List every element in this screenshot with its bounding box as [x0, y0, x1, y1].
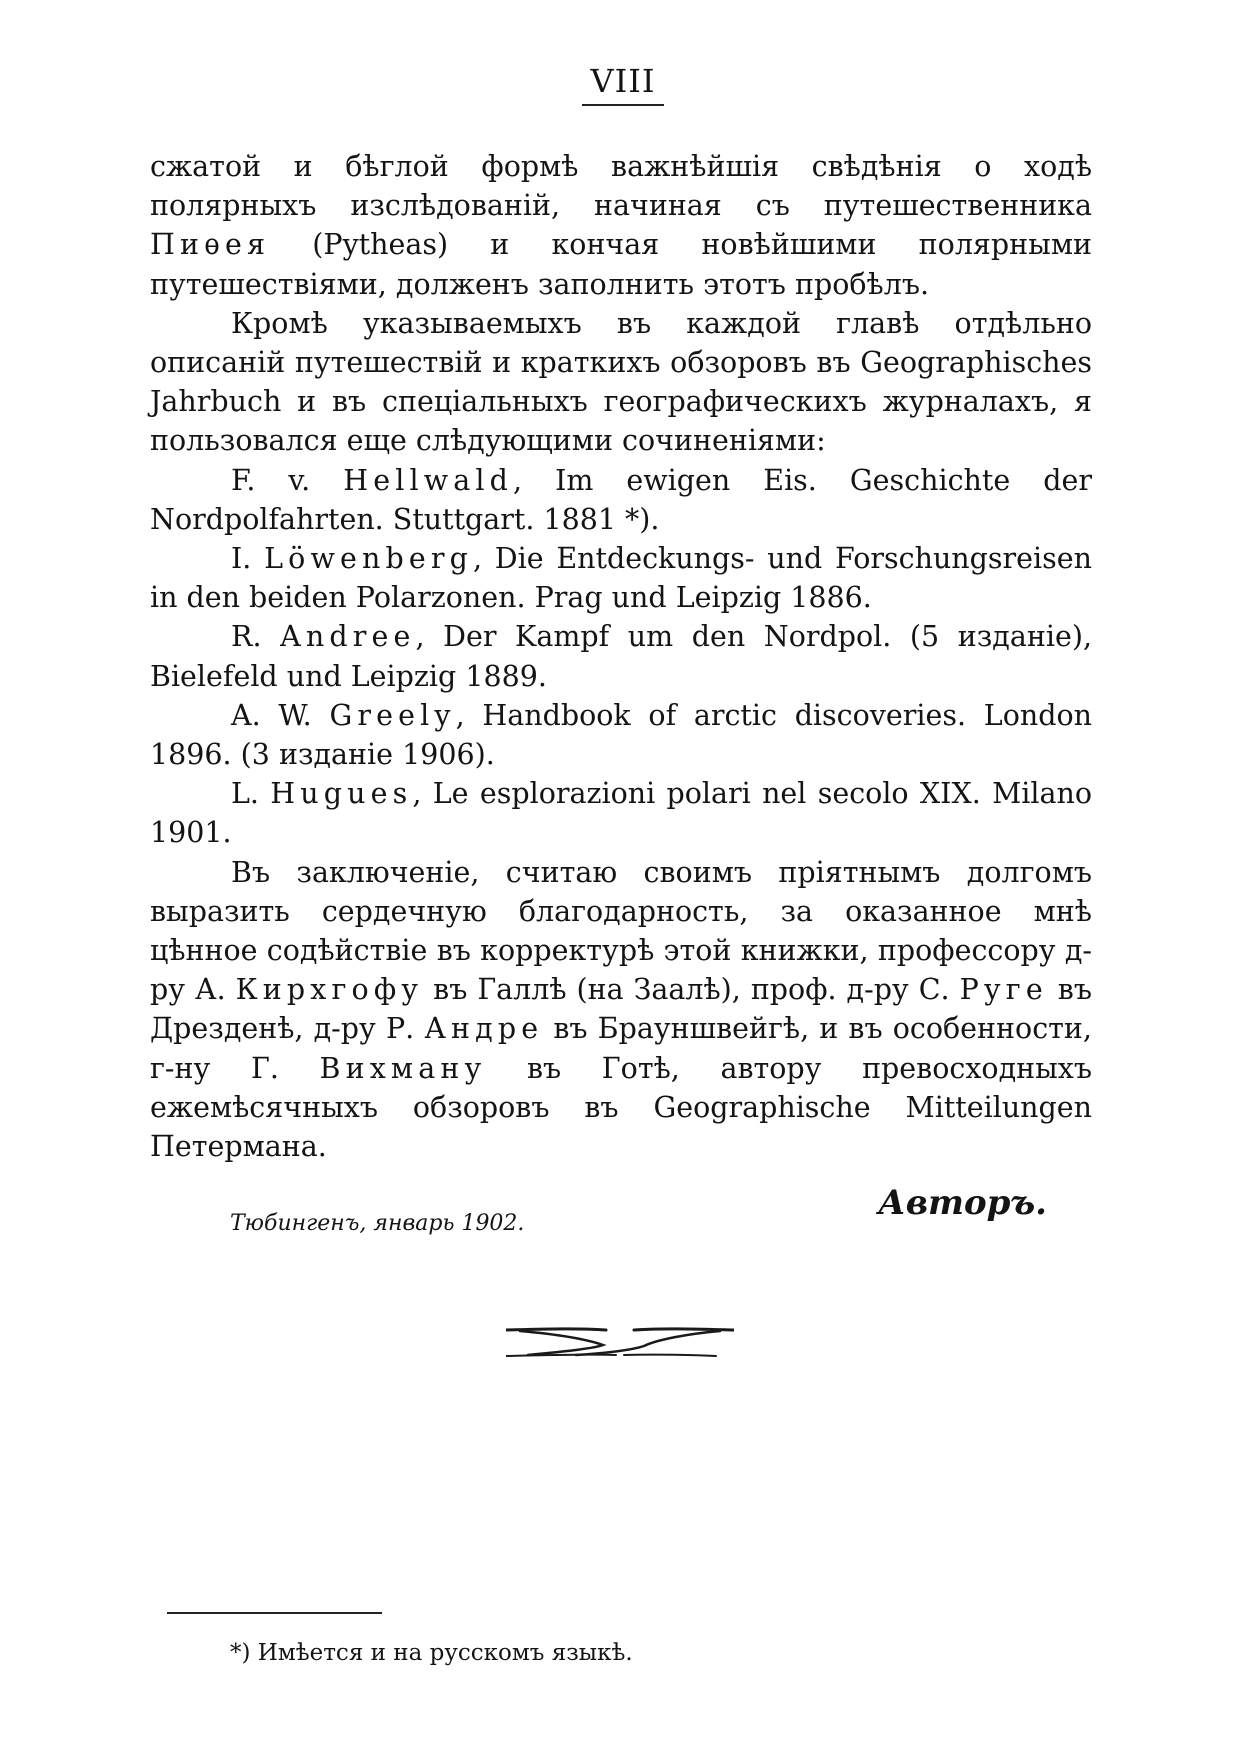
page-number: VIII: [582, 62, 664, 106]
text-segment: , Der Kampf um den Nordpol. (5 изданіе), Bielefeld und Leipzig 1889.: [150, 620, 1092, 693]
text-segment: въ Дрезденѣ, д-ру Р.: [150, 973, 1092, 1046]
text-segment: сжатой и бѣглой формѣ важнѣйшія свѣдѣнія о ходѣ полярныхъ изслѣдованій, начиная съ путешественника: [150, 150, 1092, 223]
author-name: Greely: [329, 698, 456, 732]
text-segment: , Handbook of arctic discoveries. London 1896. (3 изданіе 1906).: [150, 698, 1092, 772]
spaced-name-ruge: Руге: [959, 973, 1048, 1007]
author-signature: Авторъ.: [878, 1183, 1048, 1223]
place-date-line: Тюбингенъ, январь 1902.: [230, 1211, 525, 1236]
bibliography-entry-hugues: [150, 774, 1092, 852]
bibliography-entry-andree: [150, 617, 1092, 695]
bibliography-entry-greely: [150, 696, 1092, 774]
text-segment: F. v.: [231, 463, 344, 497]
bibliography-entry-lowenberg: [150, 539, 1092, 617]
text-segment: R.: [231, 620, 281, 654]
ornament-divider: [506, 1312, 734, 1360]
author-name: Hellwald: [343, 463, 513, 497]
text-segment: Въ заключеніе, считаю своимъ пріятнымъ долгомъ выразить сердечную благодарность, за оказанное мнѣ цѣнное содѣйствіе въ корректурѣ этой книжки, профессору д-ру А.: [150, 855, 1092, 1007]
body-text: [150, 147, 1092, 1166]
bibliography-entry-hellwald: [150, 461, 1092, 539]
spaced-name-pytheas: Пиѳея: [150, 228, 271, 262]
text-segment: I.: [231, 542, 265, 576]
text-segment: Кромѣ указываемыхъ въ каждой главѣ отдѣльно описаній путешествій и краткихъ обзоровъ въ Geographisches Jahrbuch и въ спеціальныхъ географическихъ журналахъ, я пользовался еще слѣдующими сочиненіями:: [150, 306, 1092, 458]
text-segment: въ Галлѣ (на Заалѣ), проф. д-ру С.: [423, 973, 960, 1007]
author-name: Hugues: [270, 777, 413, 811]
paragraph-intro-continuation: [150, 147, 1092, 304]
text-segment: въ Брауншвейгѣ, и въ особенности, г-ну Г.: [150, 1012, 1092, 1085]
author-name: Löwenberg: [264, 542, 473, 576]
text-segment: A. W.: [231, 698, 330, 732]
author-name: Andree: [280, 620, 416, 654]
paragraph-acknowledgements: [150, 853, 1092, 1167]
spaced-name-kirchhoff: Кирхгофу: [235, 973, 424, 1007]
text-segment: , Le esplorazioni polari nel secolo XIX. Milano 1901.: [150, 777, 1093, 850]
text-segment: , Im ewigen Eis. Geschichte der Nordpolfahrten. Stuttgart. 1881 *).: [150, 463, 1092, 536]
text-segment: (Pytheas) и кончая новѣйшими полярными путешествіями, долженъ заполнить этотъ пробѣлъ.: [150, 228, 1092, 301]
footnote-rule: [167, 1612, 382, 1614]
spaced-name-wichmann: Вихману: [319, 1051, 487, 1085]
text-segment: , Die Entdeckungs- und Forschungsreisen in den beiden Polarzonen. Prag und Leipzig 1886.: [150, 542, 1092, 615]
spaced-name-andree: Андре: [424, 1012, 544, 1046]
text-segment: въ Готѣ, автору превосходныхъ ежемѣсячныхъ обзоровъ въ Geographische Mitteilungen Петермана.: [150, 1051, 1093, 1164]
paragraph-sources-intro: [150, 304, 1092, 461]
footnote: *) Имѣется и на русскомъ языкѣ.: [230, 1640, 633, 1666]
text-segment: L.: [231, 777, 271, 811]
